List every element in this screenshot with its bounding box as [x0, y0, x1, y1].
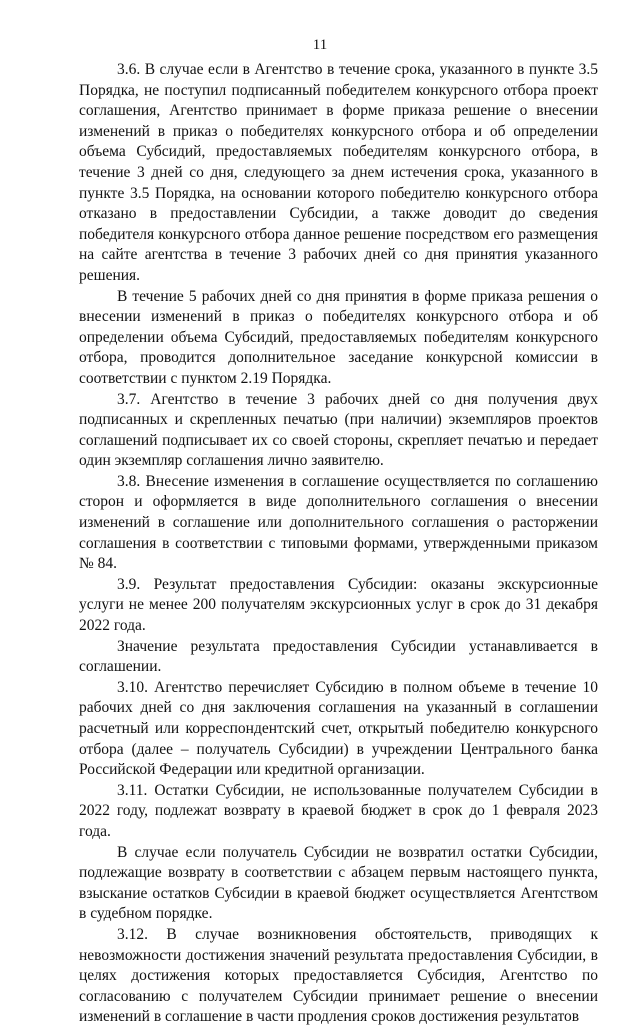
- paragraph-3-9-result-value: Значение результата предоставления Субсидии устанавливается в соглашении.: [79, 637, 598, 676]
- paragraph-3-8: 3.8. Внесение изменения в соглашение осуществляется по соглашению сторон и оформляется в виде дополнительного соглашения о внесении изменений в соглашение или дополнительного соглашения о расторжении соглашения в соответствии с типовыми формами, утвержденными приказом № 84.: [79, 472, 598, 573]
- paragraph-3-7: 3.7. Агентство в течение 3 рабочих дней со дня получения двух подписанных и скрепленных печатью (при наличии) экземпляров проектов соглашений подписывает их со своей стороны, скрепляет печатью и передает один экземпляр соглашения лично заявителю.: [79, 390, 598, 470]
- paragraph-3-6-continuation: В течение 5 рабочих дней со дня принятия в форме приказа решения о внесении изменений в приказ о победителях конкурсного отбора и об определении объема Субсидий, предоставляемых победителям конкурсного отбора, проводится дополнительное заседание конкурсной комиссии в соответствии с пунктом 2.19 Порядка.: [79, 287, 598, 387]
- paragraph-3-11-continuation: В случае если получатель Субсидии не возвратил остатки Субсидии, подлежащие возврату в соответствии с абзацем первым настоящего пункта, взыскание остатков Субсидии в краевой бюджет осуществляется Агентством в судебном порядке.: [79, 843, 598, 923]
- paragraph-3-9: 3.9. Результат предоставления Субсидии: оказаны экскурсионные услуги не менее 200 получателям экскурсионных услуг в срок до 31 декабря 2022 года.: [79, 575, 598, 635]
- paragraph-3-6: 3.6. В случае если в Агентство в течение срока, указанного в пункте 3.5 Порядка, не поступил подписанный победителем конкурсного отбора проект соглашения, Агентство принимает в форме приказа решение о внесении изменений в приказ о победителях конкурсного отбора и об определении объема Субсидий, предоставляемых победителям конкурсного отбора, в течение 3 дней со дня, следующего за днем истечения срока, указанного в пункте 3.5 Порядка, на основании которого победителю конкурсного отбора отказано в предоставлении Субсидии, а также доводит до сведения победителя конкурсного отбора данное решение посредством его размещения на сайте агентства в течение 3 рабочих дней со дня принятия указанного решения.: [79, 61, 598, 284]
- paragraph-3-12: 3.12. В случае возникновения обстоятельств, приводящих к невозможности достижения значений результата предоставления Субсидии, в целях достижения которых предоставляется Субсидия, Агентство по согласованию с получателем Субсидии принимает решение о внесении изменений в соглашение в части продления сроков достижения результатов: [79, 925, 598, 1026]
- paragraph-3-11: 3.11. Остатки Субсидии, не использованные получателем Субсидии в 2022 году, подлежат возврату в краевой бюджет в срок до 1 февраля 2023 года.: [79, 781, 598, 840]
- paragraph-3-10: 3.10. Агентство перечисляет Субсидию в полном объеме в течение 10 рабочих дней со дня заключения соглашения на указанный в соглашении расчетный или корреспондентский счет, открытый победителю конкурсного отбора (далее – получатель Субсидии) в учреждении Центрального банка Российской Федерации или кредитной организации.: [79, 678, 598, 779]
- document-body: [79, 60, 598, 1028]
- page-number: 11: [312, 37, 328, 53]
